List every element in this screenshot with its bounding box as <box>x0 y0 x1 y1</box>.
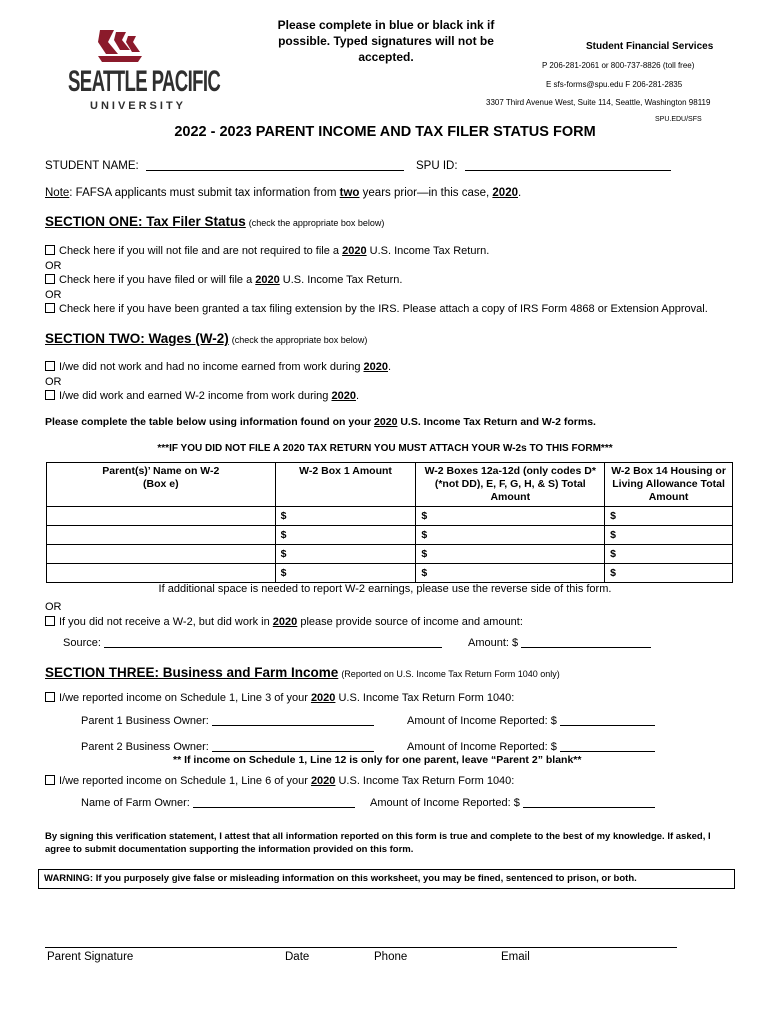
logo-mark-icon <box>68 26 228 66</box>
section-two-options: I/we did not work and had no income earned from work during 2020. OR I/we did work and earned W-2 income from work during 2020. <box>45 361 392 402</box>
signature-label-parent: Parent Signature <box>47 951 134 963</box>
box1-cell[interactable]: $ <box>275 526 416 545</box>
source-row: Source: <box>63 637 442 649</box>
box1-cell[interactable]: $ <box>275 545 416 564</box>
no-w2-option[interactable]: If you did not receive a W-2, but did work in 2020 please provide source of income and amount: <box>45 615 523 630</box>
fafsa-note: Note: FAFSA applicants must submit tax information from two years prior—in this case, 2020. <box>45 187 522 199</box>
parent1-amount-row: Amount of Income Reported: $ <box>407 715 655 727</box>
parent2-amount-field[interactable] <box>560 751 655 752</box>
amount-row: Amount: $ <box>468 637 651 649</box>
farm-income-option[interactable]: I/we reported income on Schedule 1, Line 6 of your 2020 U.S. Income Tax Return Form 1040: <box>45 775 514 787</box>
filer-option-extension[interactable]: Check here if you have been granted a tax filing extension by the IRS. Please attach a copy of IRS Form 4868 or Extension Approval. <box>45 302 708 317</box>
spu-id-field[interactable] <box>465 170 671 171</box>
student-name-row <box>45 160 404 172</box>
signature-label-phone: Phone <box>374 951 408 963</box>
university-logo <box>68 26 228 116</box>
box14-cell[interactable]: $ <box>605 526 733 545</box>
parent1-amount-field[interactable] <box>560 725 655 726</box>
box14-cell[interactable]: $ <box>605 545 733 564</box>
checkbox[interactable] <box>45 692 55 702</box>
parent1-owner-row: Parent 1 Business Owner: <box>81 715 374 727</box>
col-header-box14: W-2 Box 14 Housing or Living Allowance Total Amount <box>605 463 733 507</box>
signature-line[interactable] <box>45 947 677 948</box>
section-one-heading: SECTION ONE: Tax Filer Status (check the appropriate box below) <box>45 214 385 229</box>
logo-name: SEATTLE PACIFIC <box>68 65 221 98</box>
table-row <box>47 526 733 545</box>
checkbox[interactable] <box>45 274 55 284</box>
ink-notice: Please complete in blue or black ink if possible. Typed signatures will not be accepted. <box>277 18 495 64</box>
farm-amount-row: Amount of Income Reported: $ <box>370 797 655 809</box>
signature-label-email: Email <box>501 951 530 963</box>
parent2-owner-row: Parent 2 Business Owner: <box>81 741 374 753</box>
form-title: 2022 - 2023 PARENT INCOME AND TAX FILER STATUS FORM <box>174 124 596 140</box>
farm-owner-row: Name of Farm Owner: <box>81 797 355 809</box>
warning-box: WARNING: If you purposely give false or misleading information on this worksheet, you may be fined, sentenced to prison, or both. <box>38 869 735 889</box>
section-two-heading: SECTION TWO: Wages (W-2) (check the appropriate box below) <box>45 331 368 346</box>
table-row <box>47 564 733 583</box>
parent2-blank-note: ** If income on Schedule 1, Line 12 is only for one parent, leave “Parent 2” blank** <box>173 754 582 766</box>
parent-name-cell[interactable] <box>47 507 276 526</box>
attestation-text: By signing this verification statement, I attest that all information reported on this form is true and complete to the best of my knowledge. If asked, I agree to submit documentation supporting the information provided on this form. <box>45 831 711 855</box>
wages-option-w2[interactable]: I/we did work and earned W-2 income from work during 2020. <box>45 389 391 404</box>
office-address: 3307 Third Avenue West, Suite 114, Seattle, Washington 98119 <box>486 98 711 107</box>
col-header-box12: W-2 Boxes 12a-12d (only codes D* (*not DD), E, F, G, H, & S) Total Amount <box>416 463 605 507</box>
farm-owner-field[interactable] <box>193 807 355 808</box>
section-three-heading: SECTION THREE: Business and Farm Income (Reported on U.S. Income Tax Return Form 1040 only) <box>45 665 560 680</box>
parent-name-cell[interactable] <box>47 545 276 564</box>
spu-id-label: SPU ID: <box>416 160 458 172</box>
office-email: E sfs-forms@spu.edu F 206-281-2835 <box>546 80 683 89</box>
parent1-owner-field[interactable] <box>212 725 374 726</box>
table-row <box>47 507 733 526</box>
source-field[interactable] <box>104 647 442 648</box>
w2-table <box>46 462 733 583</box>
parent2-amount-row: Amount of Income Reported: $ <box>407 741 655 753</box>
box14-cell[interactable]: $ <box>605 507 733 526</box>
office-phone: P 206-281-2061 or 800-737-8826 (toll free) <box>542 61 695 70</box>
filer-option-not-required[interactable]: Check here if you will not file and are not required to file a 2020 U.S. Income Tax Return. <box>45 244 708 259</box>
box1-cell[interactable]: $ <box>275 507 416 526</box>
filer-option-filed[interactable]: Check here if you have filed or will file a 2020 U.S. Income Tax Return. <box>45 273 708 288</box>
checkbox[interactable] <box>45 303 55 313</box>
student-name-label: STUDENT NAME: <box>45 160 139 172</box>
parent-name-cell[interactable] <box>47 526 276 545</box>
attach-w2-notice: ***IF YOU DID NOT FILE A 2020 TAX RETURN YOU MUST ATTACH YOUR W-2s TO THIS FORM*** <box>157 443 613 454</box>
box1-cell[interactable]: $ <box>275 564 416 583</box>
checkbox[interactable] <box>45 390 55 400</box>
signature-label-date: Date <box>285 951 310 963</box>
amount-field[interactable] <box>521 647 651 648</box>
checkbox[interactable] <box>45 616 55 626</box>
student-name-field[interactable] <box>146 170 404 171</box>
parent-name-cell[interactable] <box>47 564 276 583</box>
parent2-owner-field[interactable] <box>212 751 374 752</box>
spu-id-row <box>416 160 671 172</box>
checkbox[interactable] <box>45 245 55 255</box>
table-instruction: Please complete the table below using information found on your 2020 U.S. Income Tax Return and W-2 forms. <box>45 416 596 428</box>
farm-amount-field[interactable] <box>523 807 655 808</box>
box12-cell[interactable]: $ <box>416 564 605 583</box>
office-web: SPU.EDU/SFS <box>655 116 702 123</box>
box12-cell[interactable]: $ <box>416 545 605 564</box>
table-row <box>47 545 733 564</box>
box14-cell[interactable]: $ <box>605 564 733 583</box>
section-one-options: Check here if you will not file and are not required to file a 2020 U.S. Income Tax Return. OR Check here if you have filed or will file a 2020 U.S. Income Tax Return. OR Check here if you have been granted a tax filing extension by the IRS. Please attach a copy of IRS Form 4868 or Extension Approval. <box>45 245 708 315</box>
office-name: Student Financial Services <box>586 41 714 52</box>
logo-sub: UNIVERSITY <box>90 100 187 112</box>
box12-cell[interactable]: $ <box>416 507 605 526</box>
checkbox[interactable] <box>45 775 55 785</box>
checkbox[interactable] <box>45 361 55 371</box>
col-header-box1: W-2 Box 1 Amount <box>275 463 416 507</box>
no-w2-block: OR If you did not receive a W-2, but did work in 2020 please provide source of income and amount: <box>45 601 523 628</box>
business-income-option[interactable]: I/we reported income on Schedule 1, Line 3 of your 2020 U.S. Income Tax Return Form 1040: <box>45 692 514 704</box>
col-header-parent-name: Parent(s)’ Name on W-2 (Box e) <box>47 463 276 507</box>
box12-cell[interactable]: $ <box>416 526 605 545</box>
wages-option-none[interactable]: I/we did not work and had no income earned from work during 2020. <box>45 360 391 375</box>
additional-space-note: If additional space is needed to report W-2 earnings, please use the reverse side of this form. <box>158 583 612 595</box>
